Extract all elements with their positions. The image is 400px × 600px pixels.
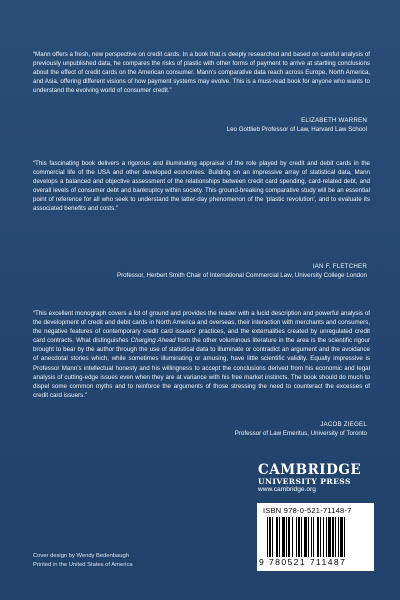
barcode-bar bbox=[332, 517, 334, 557]
barcode-digits: 9 780521 711487 bbox=[259, 557, 347, 567]
barcode-bar bbox=[269, 517, 271, 557]
barcode-bar bbox=[311, 517, 312, 557]
quote-3-part-2: from the other voluminous literature in the area is the scientific rigour brought to bear by the author through the use of statistical data to illuminate or contradict an argument and the avoidance of anecdotal stories which, while sometimes illuminating or amusing, have little scientific validity. Equally impressive is Professor Mann’s intellectual honesty and his willingness to accept the conclusions derived from his economic and legal analysis of cutting-edge issues even when they are at variance with his free market instincts. The book should do much to dispel some common myths and to reinforce the arguments of those stressing the need to counteract the excesses of credit card issuers.” bbox=[33, 337, 370, 399]
barcode-bar bbox=[338, 517, 339, 557]
barcode-bar bbox=[272, 517, 273, 557]
barcode-bar bbox=[279, 517, 280, 557]
publisher-url: www.cambridge.org bbox=[258, 486, 316, 493]
barcode-bar bbox=[317, 517, 319, 557]
cover-credits bbox=[33, 552, 133, 570]
review-attribution-1 bbox=[227, 116, 367, 134]
barcode-bar bbox=[304, 517, 307, 557]
isbn-barcode bbox=[257, 503, 374, 571]
barcode-bar bbox=[276, 517, 278, 557]
barcode-bar bbox=[292, 517, 293, 557]
reviewer-name-2: IAN F. FLETCHER bbox=[312, 263, 367, 270]
quote-3-part-1: “This excellent monograph covers a lot of ground and provides the reader with a lucid description and powerful analysis of the development of credit and debit cards in North America and overseas, their interaction with merchants and consumers, the negative features of contemporary credit card issuers’ practices, and the externalities created by unregulated credit card contracts. What distinguishes bbox=[33, 310, 370, 345]
barcode-bar bbox=[296, 517, 297, 557]
barcode-bar bbox=[301, 517, 302, 557]
barcode-bars bbox=[267, 517, 369, 557]
reviewer-title-1: Leo Gottlieb Professor of Law, Harvard Law School bbox=[226, 126, 367, 134]
barcode-bar bbox=[320, 517, 321, 557]
reviewer-title-2: Professor, Herbert Smith Chair of International Commercial Law, University College London bbox=[116, 272, 367, 280]
printed-in-credit: Printed in the United States of America bbox=[33, 562, 133, 568]
isbn-label: ISBN 978-0-521-71148-7 bbox=[263, 506, 352, 515]
barcode-bar bbox=[313, 517, 314, 557]
reviewer-name-3: JACOB ZIEGEL bbox=[320, 421, 367, 428]
cover-design-credit: Cover design by Wendy Bedenbaugh bbox=[33, 553, 129, 559]
reviewer-name-1: ELIZABETH WARREN bbox=[301, 117, 367, 124]
barcode-bar bbox=[267, 517, 268, 557]
barcode-bar bbox=[282, 517, 285, 557]
barcode-bar bbox=[340, 517, 343, 557]
review-quote-1: “Mann offers a fresh, new perspective on credit cards. In a book that is deeply researched and based on careful analysis of previously unpublished data, he compares the risks of plastic with other forms of payment to arrive at startling conclusions about the effect of credit cards on the American consumer. Mann’s comparative data reach across Europe, North America, and Asia, offering different visions of how payment systems may evolve. This is a must-read book for anyone who wants to understand the evolving world of consumer credit.” bbox=[33, 51, 370, 95]
barcode-bar bbox=[335, 517, 336, 557]
barcode-bar bbox=[308, 517, 309, 557]
publisher-subtitle: UNIVERSITY PRESS bbox=[258, 477, 351, 486]
review-attribution-3 bbox=[235, 420, 367, 438]
publisher-name: CAMBRIDGE bbox=[258, 462, 362, 478]
reviewer-title-3: Professor of Law Emeritus, University of Toronto bbox=[234, 430, 367, 438]
review-quote-2: “This fascinating book delivers a rigorous and illuminating appraisal of the role played by credit and debit cards in the commercial life of the USA and other developed economies. Building on an impressive array of statistical data, Mann develops a balanced and objective assessment of the relationships between credit card spending, card-related debt, and overall levels of consumer debt and bankruptcy within society. This ground-breaking comparative study will be an essential point of reference for all who seek to understand the latter-day phenomenon of the ‘plastic revolution’, and to evaluate its associated benefits and costs.” bbox=[33, 160, 370, 213]
barcode-bar bbox=[323, 517, 324, 557]
review-quote-3 bbox=[33, 309, 370, 400]
barcode-bar bbox=[328, 517, 331, 557]
publisher-logo bbox=[258, 464, 361, 494]
barcode-bar bbox=[288, 517, 290, 557]
review-attribution-2 bbox=[117, 262, 367, 280]
book-title-italic: Charging Ahead bbox=[130, 337, 176, 345]
barcode-bar bbox=[286, 517, 287, 557]
barcode-bar bbox=[326, 517, 327, 557]
barcode-bar bbox=[344, 517, 345, 557]
barcode-bar bbox=[298, 517, 300, 557]
